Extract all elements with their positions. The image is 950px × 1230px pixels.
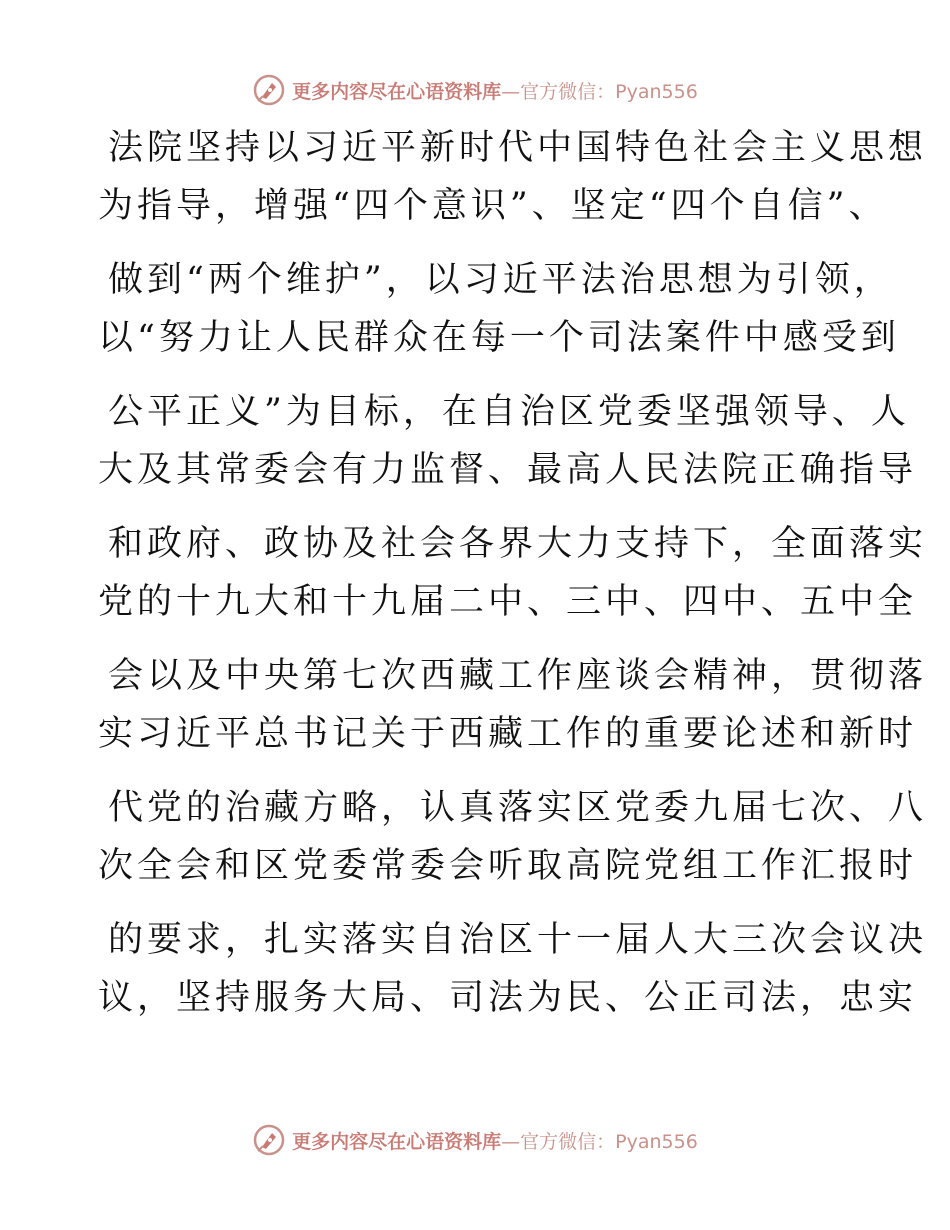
header-watermark-text bbox=[292, 77, 698, 104]
pen-nib-icon bbox=[252, 73, 286, 107]
footer-watermark-text bbox=[292, 1127, 698, 1154]
footer-wechat-id: 官方微信：Pyan556 bbox=[520, 1130, 698, 1153]
body-line: 和政府、政协及社会各界大力支持下，全面落实 bbox=[108, 524, 928, 564]
footer-watermark bbox=[0, 1120, 950, 1160]
body-line: 以“努力让人民群众在每一个司法案件中感受到 bbox=[98, 318, 900, 358]
body-line: 次全会和区党委常委会听取高院党组工作汇报时 bbox=[98, 846, 918, 886]
body-line: 实习近平总书记关于西藏工作的重要论述和新时 bbox=[98, 714, 918, 754]
header-wechat-id: 官方微信：Pyan556 bbox=[520, 80, 698, 103]
body-line: 议，坚持服务大局、司法为民、公正司法，忠实 bbox=[98, 978, 918, 1018]
body-line: 党的十九大和十九届二中、三中、四中、五中全 bbox=[98, 582, 918, 622]
body-line: 大及其常委会有力监督、最高人民法院正确指导 bbox=[98, 450, 918, 490]
header-separator: — bbox=[501, 80, 521, 103]
body-line: 代党的治藏方略，认真落实区党委九届七次、八 bbox=[108, 788, 928, 828]
body-line: 为指导，增强“四个意识”、坚定“四个自信”、 bbox=[98, 186, 888, 226]
footer-separator: — bbox=[501, 1130, 521, 1153]
body-line: 公平正义”为目标，在自治区党委坚强领导、人 bbox=[108, 392, 910, 432]
body-line: 会以及中央第七次西藏工作座谈会精神，贯彻落 bbox=[108, 656, 928, 696]
header-site-name: 更多内容尽在心语资料库 bbox=[292, 80, 502, 103]
body-line: 法院坚持以习近平新时代中国特色社会主义思想 bbox=[108, 128, 928, 168]
footer-site-name: 更多内容尽在心语资料库 bbox=[292, 1130, 502, 1153]
header-watermark bbox=[0, 70, 950, 110]
pen-nib-icon bbox=[252, 1123, 286, 1157]
body-line: 的要求，扎实落实自治区十一届人大三次会议决 bbox=[108, 920, 928, 960]
body-line: 做到“两个维护”，以习近平法治思想为引领， bbox=[108, 260, 893, 300]
